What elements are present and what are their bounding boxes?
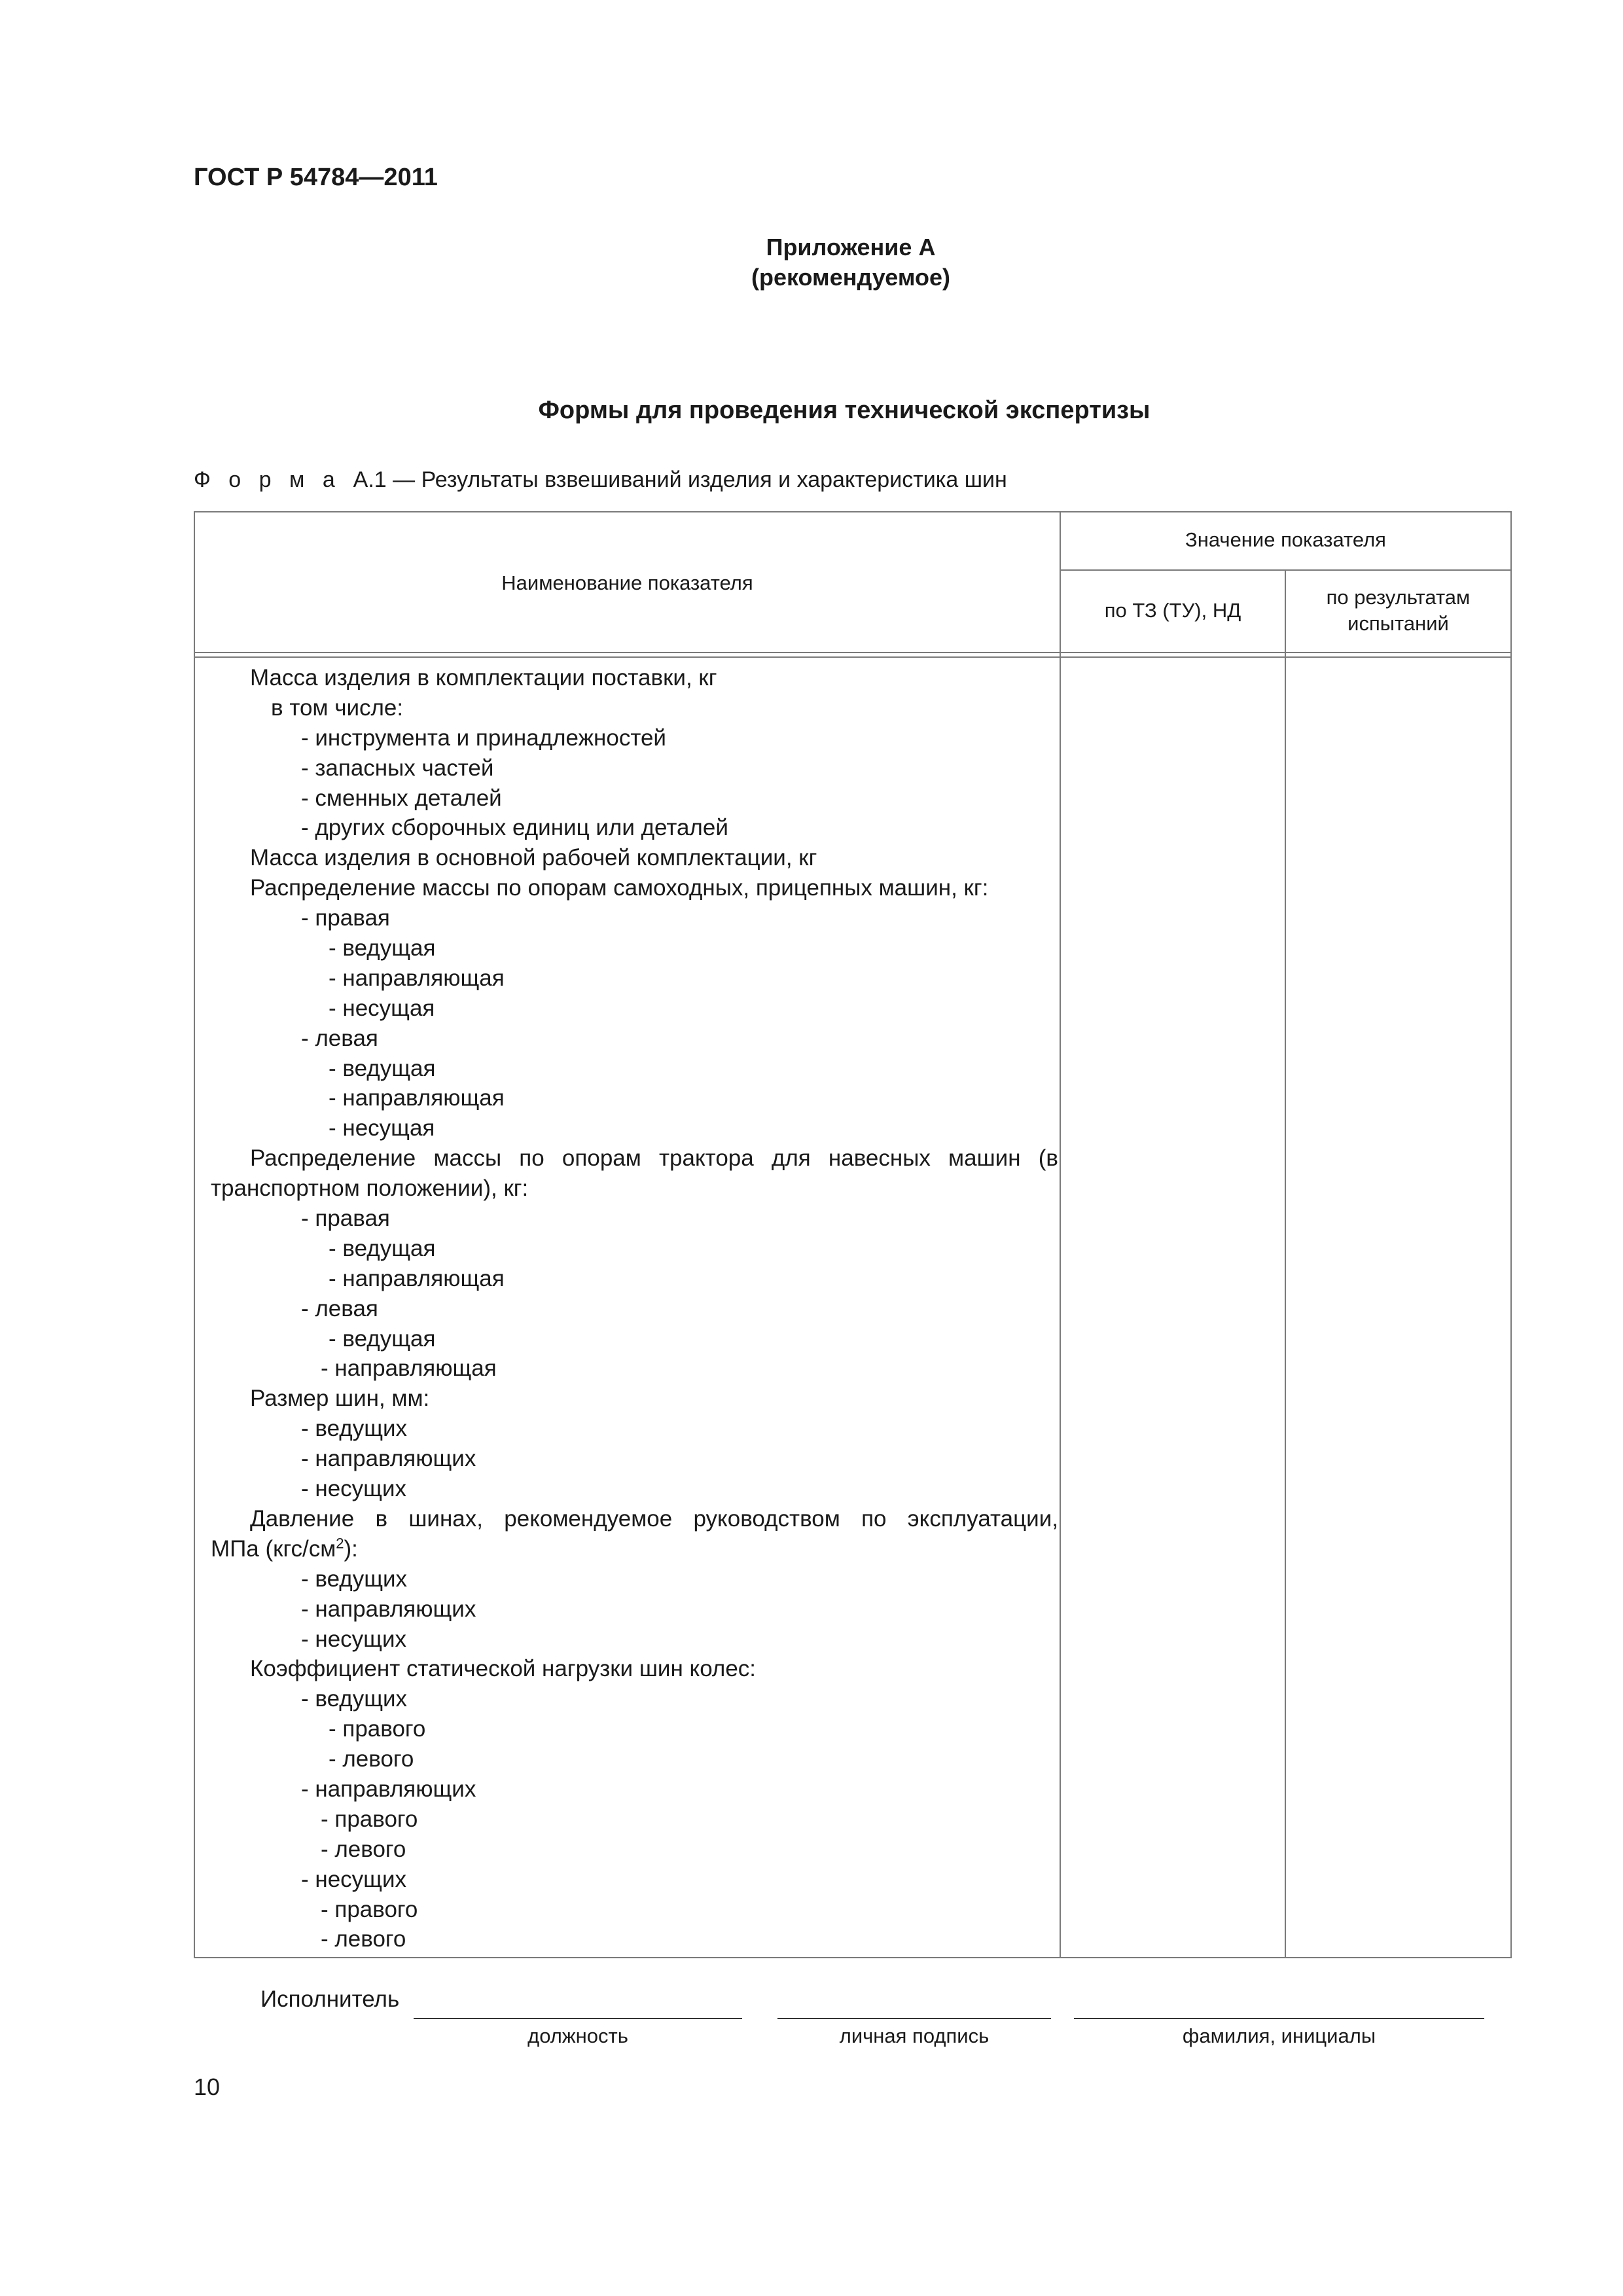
list-item: - направляющая bbox=[329, 1265, 505, 1291]
position-line bbox=[414, 2018, 742, 2019]
pressure-unit-superscript: 2 bbox=[336, 1535, 344, 1552]
form-caption-text: А.1 — Результаты взвешиваний изделия и характеристика шин bbox=[353, 467, 1007, 492]
table-body-rows bbox=[211, 663, 1058, 1954]
list-item: транспортном положении), кг: bbox=[211, 1175, 529, 1202]
list-item: - направляющих bbox=[301, 1596, 476, 1622]
list-item: - левого bbox=[321, 1836, 406, 1862]
list-item: - инструмента и принадлежностей bbox=[301, 725, 666, 751]
list-item: - других сборочных единиц или деталей bbox=[301, 815, 728, 841]
table-divider-subheader bbox=[1060, 569, 1512, 571]
list-item: - несущих bbox=[301, 1626, 407, 1652]
list-item bbox=[211, 1534, 1058, 1564]
header-name-column: Наименование показателя bbox=[501, 571, 753, 594]
list-item: Размер шин, мм: bbox=[250, 1386, 430, 1412]
pressure-unit-text: МПа (кгс/см bbox=[211, 1535, 336, 1562]
list-item: Давление в шинах, рекомендуемое руководством по эксплуатации, bbox=[250, 1505, 1058, 1532]
list-item: - направляющая bbox=[329, 1085, 505, 1111]
executor-label: Исполнитель bbox=[260, 1986, 400, 2012]
appendix-title: Приложение А bbox=[766, 234, 936, 260]
list-item: - ведущих bbox=[301, 1566, 408, 1592]
header-results-line-2: испытаний bbox=[1347, 612, 1449, 635]
position-caption: должность bbox=[527, 2024, 628, 2047]
list-item: Распределение массы по опорам трактора для навесных машин (в bbox=[250, 1145, 1058, 1172]
name-line bbox=[1074, 2018, 1484, 2019]
list-item: - правая bbox=[301, 905, 390, 931]
header-results-column bbox=[1286, 584, 1510, 637]
list-item: - левого bbox=[321, 1926, 406, 1952]
list-item: - ведущая bbox=[329, 935, 436, 961]
table-border-right bbox=[1510, 511, 1512, 1958]
signature-line bbox=[777, 2018, 1051, 2019]
list-item: - правого bbox=[321, 1806, 418, 1832]
list-item: - ведущих bbox=[301, 1416, 408, 1442]
table-divider-col1 bbox=[1060, 511, 1061, 1958]
header-results-line-1: по результатам bbox=[1326, 586, 1471, 609]
list-item: - несущая bbox=[329, 995, 435, 1021]
list-item: Масса изделия в комплектации поставки, кг bbox=[250, 665, 717, 691]
table-border-left bbox=[194, 511, 195, 1958]
list-item: - правая bbox=[301, 1206, 390, 1232]
list-item: Масса изделия в основной рабочей комплектации, кг bbox=[250, 845, 817, 871]
gost-code: ГОСТ Р 54784—2011 bbox=[194, 164, 438, 191]
list-item: - запасных частей bbox=[301, 755, 494, 781]
appendix-status: (рекомендуемое) bbox=[751, 264, 950, 291]
list-item: - левая bbox=[301, 1295, 378, 1321]
list-item: - левого bbox=[329, 1746, 414, 1772]
list-item: - несущих bbox=[301, 1476, 407, 1502]
list-item: Коэффициент статической нагрузки шин колес: bbox=[250, 1656, 757, 1682]
table-header-double-line-1 bbox=[194, 652, 1512, 653]
pressure-unit-tail: ): bbox=[344, 1535, 358, 1562]
table-header-double-line-2 bbox=[194, 656, 1512, 658]
page-number: 10 bbox=[194, 2073, 221, 2100]
list-item: - ведущая bbox=[329, 1055, 436, 1081]
header-value-column: Значение показателя bbox=[1185, 528, 1386, 551]
signature-caption: личная подпись bbox=[839, 2024, 990, 2047]
list-item: - ведущая bbox=[329, 1325, 436, 1352]
list-item: - направляющих bbox=[301, 1776, 476, 1802]
form-label: Ф о р м а bbox=[194, 467, 341, 492]
list-item: - ведущая bbox=[329, 1235, 436, 1261]
list-item: - левая bbox=[301, 1025, 378, 1051]
list-item: - правого bbox=[321, 1896, 418, 1922]
section-title: Формы для проведения технической экспертизы bbox=[538, 397, 1150, 424]
list-item: - несущая bbox=[329, 1115, 435, 1141]
appendix-heading bbox=[713, 232, 988, 293]
list-item: - несущих bbox=[301, 1866, 407, 1892]
name-caption: фамилия, инициалы bbox=[1182, 2024, 1376, 2047]
header-spec-column: по ТЗ (ТУ), НД bbox=[1104, 599, 1241, 622]
list-item: - направляющих bbox=[301, 1446, 476, 1472]
form-caption bbox=[194, 467, 1007, 493]
list-item: - сменных деталей bbox=[301, 785, 502, 811]
list-item: - ведущих bbox=[301, 1686, 408, 1712]
list-item: - направляющая bbox=[321, 1355, 497, 1382]
list-item: Распределение массы по опорам самоходных, прицепных машин, кг: bbox=[250, 875, 989, 901]
list-item: в том числе: bbox=[271, 694, 404, 721]
list-item: - правого bbox=[329, 1716, 426, 1742]
table-border-bottom bbox=[194, 1957, 1512, 1958]
table-divider-col2 bbox=[1285, 569, 1286, 1958]
table-border-top bbox=[194, 511, 1512, 512]
list-item: - направляющая bbox=[329, 965, 505, 991]
